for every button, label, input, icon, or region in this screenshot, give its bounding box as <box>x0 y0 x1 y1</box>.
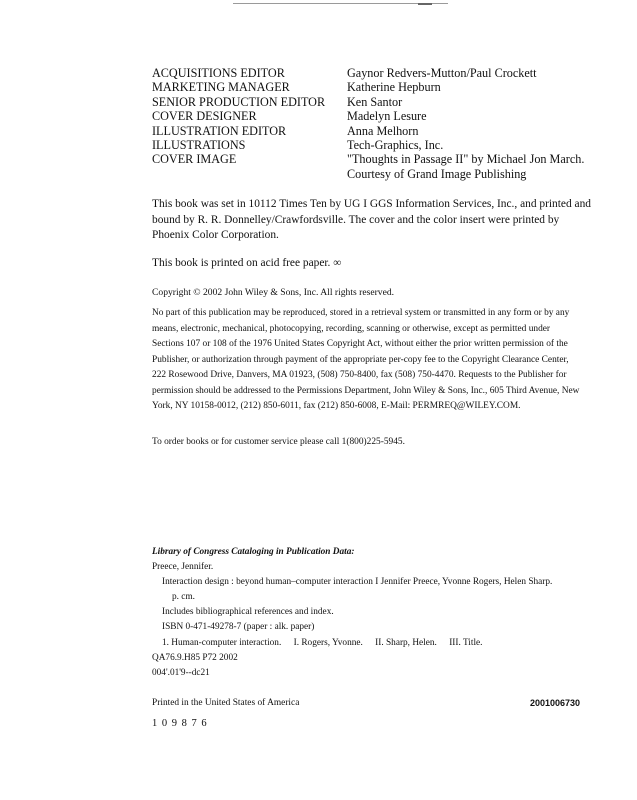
order-line: To order books or for customer service please call 1(800)225-5945. <box>152 437 405 447</box>
credit-role: ILLUSTRATIONS <box>152 138 246 153</box>
credit-name: Anna Melhorn <box>347 123 419 138</box>
cip-subject: 1. Human-computer interaction. <box>162 637 282 648</box>
credit-row <box>152 80 592 94</box>
cip-dewey: 004'.01'9--dc21 <box>152 667 210 678</box>
credit-role: SENIOR PRODUCTION EDITOR <box>152 94 326 109</box>
acid-free-note: This book is printed on acid free paper. ∞ <box>152 257 342 269</box>
cip-includes: Includes bibliographical references and index. <box>162 607 334 618</box>
credit-name: Tech-Graphics, Inc. <box>347 138 444 153</box>
cip-pages: p. cm. <box>172 592 195 603</box>
rights-paragraph: No part of this publication may be reproduced, stored in a retrieval system or transmitted in any form or by any means, electronic, mechanical, photocopying, recording, scanning or otherwise, except as permitted under Sections 107 or 108 of the 1976 United States Copyright Act, without either the prior written permission of the Publisher, or authorization through payment of the appropriate per-copy fee to the Copyright Clearance Center, 222 Rosewood Drive, Danvers, MA 01923, (508) 750-8400, fax (508) 750-4470. Requests to the Publisher for permission should be addressed to the Permissions Department, John Wiley & Sons, Inc., 605 Third Avenue, New York, NY 10158-0012, (212) 850-6011, fax (212) 850-6008, E-Mail: PERMREQ@WILEY.COM. <box>152 308 580 411</box>
credit-role: MARKETING MANAGER <box>152 80 290 95</box>
printed-row <box>152 697 580 709</box>
cip-author: Preece, Jennifer. <box>152 562 214 573</box>
credit-role <box>152 167 347 181</box>
credit-row <box>152 138 592 152</box>
lccn-number: 2001006730 <box>529 698 580 708</box>
credit-row <box>152 95 592 109</box>
cip-title: Library of Congress Cataloging in Publication Data: <box>152 547 355 557</box>
credit-name: Katherine Hepburn <box>347 80 441 95</box>
printed-in: Printed in the United States of America <box>152 698 300 708</box>
credit-row <box>152 109 592 123</box>
cip-subjects <box>152 636 587 651</box>
cip-call-number: QA76.9.H85 P72 2002 <box>152 652 238 663</box>
top-rule-mark <box>418 3 432 5</box>
credit-name: Gaynor Redvers-Mutton/Paul Crockett <box>347 66 537 80</box>
credit-role: ACQUISITIONS EDITOR <box>152 66 285 80</box>
typeset-note: This book was set in 10112 Times Ten by UG I GGS Information Services, Inc., and printed and bound by R. R. Donnelley/Crawfordsville. The cover and the color insert were printed by Phoenix Color Corporation. <box>152 198 591 241</box>
cip-subject: III. Title. <box>449 637 483 648</box>
credit-name: Courtesy of Grand Image Publishing <box>347 166 527 181</box>
credit-name: "Thoughts in Passage II" by Michael Jon March. <box>347 152 585 167</box>
credit-name: Madelyn Lesure <box>347 109 427 124</box>
credit-row <box>152 124 592 138</box>
credit-row <box>152 152 592 166</box>
credit-role: COVER DESIGNER <box>152 109 257 124</box>
cip-book-title: Interaction design : beyond human–computer interaction I Jennifer Preece, Yvonne Rogers, Helen Sharp. <box>162 577 553 588</box>
cip-block <box>152 545 587 681</box>
credit-role: ILLUSTRATION EDITOR <box>152 123 287 138</box>
copyright-line: Copyright © 2002 John Wiley & Sons, Inc. All rights reserved. <box>152 287 395 298</box>
credit-row <box>152 167 592 181</box>
credit-role: COVER IMAGE <box>152 152 237 167</box>
top-rule <box>233 3 448 4</box>
cip-isbn: ISBN 0-471-49278-7 (paper : alk. paper) <box>162 622 315 633</box>
cip-subject: II. Sharp, Helen. <box>375 637 437 648</box>
print-line: 1 0 9 8 7 6 <box>152 718 208 729</box>
credits-list <box>152 66 592 181</box>
credit-name: Ken Santor <box>347 94 403 109</box>
cip-subject: I. Rogers, Yvonne. <box>293 637 363 648</box>
credit-row <box>152 66 592 80</box>
